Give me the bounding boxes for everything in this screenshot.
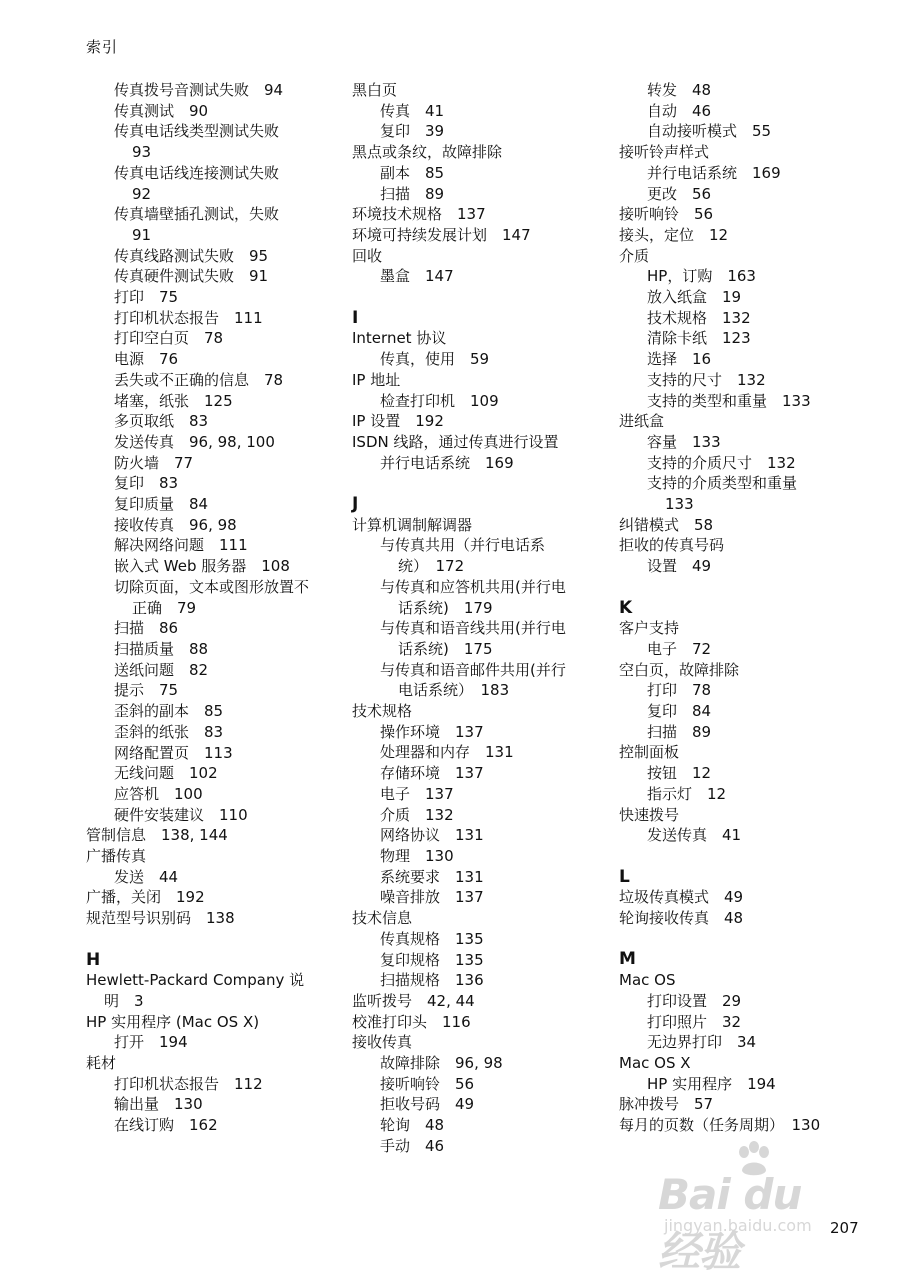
index-entry: 控制面板 bbox=[619, 743, 680, 762]
index-entry: 复印质量 84 bbox=[114, 495, 209, 514]
index-entry: 复印规格 135 bbox=[380, 950, 484, 969]
index-entry: HP 实用程序 (Mac OS X) bbox=[86, 1012, 260, 1031]
index-entry: 打印 75 bbox=[114, 288, 179, 307]
index-entry: IP 地址 bbox=[352, 370, 401, 389]
index-entry: 打印机状态报告 112 bbox=[114, 1074, 263, 1093]
index-entry: 在线订购 162 bbox=[114, 1116, 218, 1135]
index-entry: 介质 132 bbox=[380, 805, 454, 824]
index-entry: 接听铃声样式 bbox=[619, 143, 710, 162]
index-entry: 与传真共用（并行电话系 bbox=[380, 536, 546, 555]
index-entry: 传真 41 bbox=[380, 101, 445, 120]
index-entry: 系统要求 131 bbox=[380, 867, 484, 886]
index-entry: 输出量 130 bbox=[114, 1095, 203, 1114]
page-header-title: 索引 bbox=[86, 38, 119, 56]
index-entry: 传真墙壁插孔测试，失败 bbox=[114, 205, 280, 224]
index-column-3 bbox=[619, 80, 879, 1136]
index-entry: 支持的类型和重量 133 bbox=[647, 391, 811, 410]
index-entry: 每月的页数（任务周期） 130 bbox=[619, 1116, 821, 1135]
index-entry: 电话系统） 183 bbox=[398, 681, 510, 700]
index-entry: 与传真和语音邮件共用(并行 bbox=[380, 660, 566, 679]
index-entry: 支持的尺寸 132 bbox=[647, 370, 766, 389]
index-entry: 拒收号码 49 bbox=[380, 1095, 475, 1114]
index-entry: 设置 49 bbox=[647, 557, 712, 576]
index-entry: IP 设置 192 bbox=[352, 412, 444, 431]
index-entry: 客户支持 bbox=[619, 619, 680, 638]
index-entry: 回收 bbox=[352, 246, 383, 265]
section-spacer bbox=[86, 929, 346, 950]
index-entry: 快速拨号 bbox=[619, 805, 680, 824]
index-entry: 扫描 86 bbox=[114, 619, 179, 638]
index-entry: 多页取纸 83 bbox=[114, 412, 209, 431]
index-entry: 故障排除 96, 98 bbox=[380, 1054, 503, 1073]
index-entry: 接收传真 96, 98 bbox=[114, 515, 237, 534]
index-entry: 打印照片 32 bbox=[647, 1012, 742, 1031]
index-entry: 监听拨号 42, 44 bbox=[352, 991, 475, 1010]
index-entry: 并行电话系统 169 bbox=[647, 163, 781, 182]
index-entry: 硬件安装建议 110 bbox=[114, 805, 248, 824]
index-entry: 93 bbox=[132, 143, 152, 162]
index-section-letter: K bbox=[619, 597, 633, 618]
index-entry: 传真测试 90 bbox=[114, 101, 209, 120]
index-entry: 环境技术规格 137 bbox=[352, 205, 486, 224]
index-entry: 接头，定位 12 bbox=[619, 225, 729, 244]
index-entry: 并行电话系统 169 bbox=[380, 453, 514, 472]
index-column-2 bbox=[352, 80, 614, 1157]
index-entry: 手动 46 bbox=[380, 1136, 445, 1155]
index-entry: 耗材 bbox=[86, 1054, 117, 1073]
index-entry: 广播传真 bbox=[86, 847, 147, 866]
index-entry: 轮询接收传真 48 bbox=[619, 909, 744, 928]
index-entry: 更改 56 bbox=[647, 184, 712, 203]
index-entry: 丢失或不正确的信息 78 bbox=[114, 370, 284, 389]
index-entry: 技术信息 bbox=[352, 909, 413, 928]
index-entry: 堵塞，纸张 125 bbox=[114, 391, 233, 410]
index-entry: 接听响铃 56 bbox=[619, 205, 714, 224]
index-entry: 广播，关闭 192 bbox=[86, 888, 205, 907]
index-entry: 明 3 bbox=[104, 991, 144, 1010]
index-entry: 选择 16 bbox=[647, 350, 712, 369]
index-entry: 传真线路测试失败 95 bbox=[114, 246, 269, 265]
index-section-letter: I bbox=[352, 307, 359, 328]
index-entry: 发送传真 41 bbox=[647, 826, 742, 845]
index-entry: 话系统) 175 bbox=[398, 639, 493, 658]
watermark-brand: Bai du 经验 bbox=[658, 1170, 802, 1276]
index-entry: 校准打印头 116 bbox=[352, 1012, 471, 1031]
index-entry: 传真拨号音测试失败 94 bbox=[114, 81, 284, 99]
index-entry: 垃圾传真模式 49 bbox=[619, 888, 744, 907]
index-entry: 脉冲拨号 57 bbox=[619, 1095, 714, 1114]
index-entry: 空白页，故障排除 bbox=[619, 660, 740, 679]
section-spacer bbox=[619, 577, 879, 598]
index-entry: 打印 78 bbox=[647, 681, 712, 700]
index-entry: 复印 39 bbox=[380, 122, 445, 141]
index-entry: 黑白页 bbox=[352, 81, 398, 99]
index-entry: 切除页面，文本或图形放置不 bbox=[114, 577, 310, 596]
index-entry: 歪斜的纸张 83 bbox=[114, 722, 224, 741]
index-entry: 歪斜的副本 85 bbox=[114, 702, 224, 721]
index-entry: Hewlett-Packard Company 说 bbox=[86, 971, 305, 990]
index-entry: 统） 172 bbox=[398, 557, 465, 576]
index-entry: 扫描 89 bbox=[647, 722, 712, 741]
index-entry: 送纸问题 82 bbox=[114, 660, 209, 679]
index-entry: 介质 bbox=[619, 246, 650, 265]
index-entry: 话系统) 179 bbox=[398, 598, 493, 617]
watermark-url: jingyan.baidu.com bbox=[664, 1216, 812, 1235]
index-entry: 嵌入式 Web 服务器 108 bbox=[114, 557, 290, 576]
index-entry: Internet 协议 bbox=[352, 329, 447, 348]
index-entry: 发送传真 96, 98, 100 bbox=[114, 432, 275, 451]
index-entry: 转发 48 bbox=[647, 81, 712, 99]
index-entry: 存储环境 137 bbox=[380, 764, 484, 783]
index-entry: 电源 76 bbox=[114, 350, 179, 369]
index-section-letter: H bbox=[86, 949, 101, 970]
index-entry: 电子 137 bbox=[380, 784, 454, 803]
index-entry: 发送 44 bbox=[114, 867, 179, 886]
index-entry: 副本 85 bbox=[380, 163, 445, 182]
index-section-letter: J bbox=[352, 494, 359, 515]
index-entry: 与传真和语音线共用(并行电 bbox=[380, 619, 566, 638]
index-entry: 计算机调制解调器 bbox=[352, 515, 473, 534]
index-entry: 打印空白页 78 bbox=[114, 329, 224, 348]
index-entry: 扫描规格 136 bbox=[380, 971, 484, 990]
index-entry: 打开 194 bbox=[114, 1033, 188, 1052]
index-entry: 黑点或条纹，故障排除 bbox=[352, 143, 503, 162]
index-entry: 正确 79 bbox=[132, 598, 197, 617]
index-entry: 环境可持续发展计划 147 bbox=[352, 225, 531, 244]
section-spacer bbox=[619, 929, 879, 950]
index-entry: 打印机状态报告 111 bbox=[114, 308, 263, 327]
index-entry: 按钮 12 bbox=[647, 764, 712, 783]
index-entry: 进纸盒 bbox=[619, 412, 665, 431]
index-entry: 容量 133 bbox=[647, 432, 721, 451]
section-spacer bbox=[352, 287, 614, 308]
section-spacer bbox=[352, 473, 614, 494]
index-section-letter: L bbox=[619, 866, 630, 887]
index-entry: 支持的介质尺寸 132 bbox=[647, 453, 796, 472]
index-column-1 bbox=[86, 80, 346, 1136]
index-entry: 传真规格 135 bbox=[380, 929, 484, 948]
index-entry: 复印 83 bbox=[114, 474, 179, 493]
index-entry: 传真硬件测试失败 91 bbox=[114, 267, 269, 286]
index-entry: 接收传真 bbox=[352, 1033, 413, 1052]
index-entry: 处理器和内存 131 bbox=[380, 743, 514, 762]
section-spacer bbox=[619, 846, 879, 867]
index-entry: ISDN 线路，通过传真进行设置 bbox=[352, 432, 559, 451]
index-entry: 91 bbox=[132, 225, 152, 244]
index-entry: 电子 72 bbox=[647, 639, 712, 658]
index-entry: 无线问题 102 bbox=[114, 764, 218, 783]
index-entry: 自动接听模式 55 bbox=[647, 122, 772, 141]
index-entry: 接听响铃 56 bbox=[380, 1074, 475, 1093]
index-entry: 墨盒 147 bbox=[380, 267, 454, 286]
index-entry: 复印 84 bbox=[647, 702, 712, 721]
index-entry: 打印设置 29 bbox=[647, 991, 742, 1010]
index-entry: 技术规格 bbox=[352, 702, 413, 721]
index-entry: 技术规格 132 bbox=[647, 308, 751, 327]
index-entry: 噪音排放 137 bbox=[380, 888, 484, 907]
index-entry: 应答机 100 bbox=[114, 784, 203, 803]
index-entry: HP 实用程序 194 bbox=[647, 1074, 776, 1093]
index-entry: 92 bbox=[132, 184, 152, 203]
index-entry: 支持的介质类型和重量 bbox=[647, 474, 798, 493]
index-entry: 指示灯 12 bbox=[647, 784, 727, 803]
index-entry: 解决网络问题 111 bbox=[114, 536, 248, 555]
index-entry: 扫描 89 bbox=[380, 184, 445, 203]
index-entry: 纠错模式 58 bbox=[619, 515, 714, 534]
index-entry: 规范型号识别码 138 bbox=[86, 909, 235, 928]
baidu-jingyan-watermark bbox=[650, 1140, 850, 1276]
index-entry: 自动 46 bbox=[647, 101, 712, 120]
index-entry: Mac OS bbox=[619, 971, 676, 990]
index-entry: 清除卡纸 123 bbox=[647, 329, 751, 348]
index-entry: 防火墙 77 bbox=[114, 453, 194, 472]
index-entry: 物理 130 bbox=[380, 846, 454, 865]
index-entry: 提示 75 bbox=[114, 681, 179, 700]
index-entry: 轮询 48 bbox=[380, 1116, 445, 1135]
index-entry: 传真，使用 59 bbox=[380, 350, 490, 369]
index-entry: 操作环境 137 bbox=[380, 722, 484, 741]
index-entry: 传真电话线类型测试失败 bbox=[114, 122, 280, 141]
index-entry: 无边界打印 34 bbox=[647, 1033, 757, 1052]
index-entry: HP，订购 163 bbox=[647, 267, 756, 286]
index-entry: 133 bbox=[665, 495, 694, 514]
index-entry: 管制信息 138, 144 bbox=[86, 826, 228, 845]
index-entry: 拒收的传真号码 bbox=[619, 536, 725, 555]
index-entry: 放入纸盒 19 bbox=[647, 288, 742, 307]
index-entry: Mac OS X bbox=[619, 1054, 691, 1072]
index-entry: 网络协议 131 bbox=[380, 826, 484, 845]
page-number: 207 bbox=[830, 1219, 859, 1237]
index-section-letter: M bbox=[619, 949, 636, 970]
index-entry: 扫描质量 88 bbox=[114, 639, 209, 658]
index-entry: 传真电话线连接测试失败 bbox=[114, 163, 280, 182]
index-entry: 检查打印机 109 bbox=[380, 391, 499, 410]
index-entry: 与传真和应答机共用(并行电 bbox=[380, 577, 566, 596]
index-entry: 网络配置页 113 bbox=[114, 743, 233, 762]
